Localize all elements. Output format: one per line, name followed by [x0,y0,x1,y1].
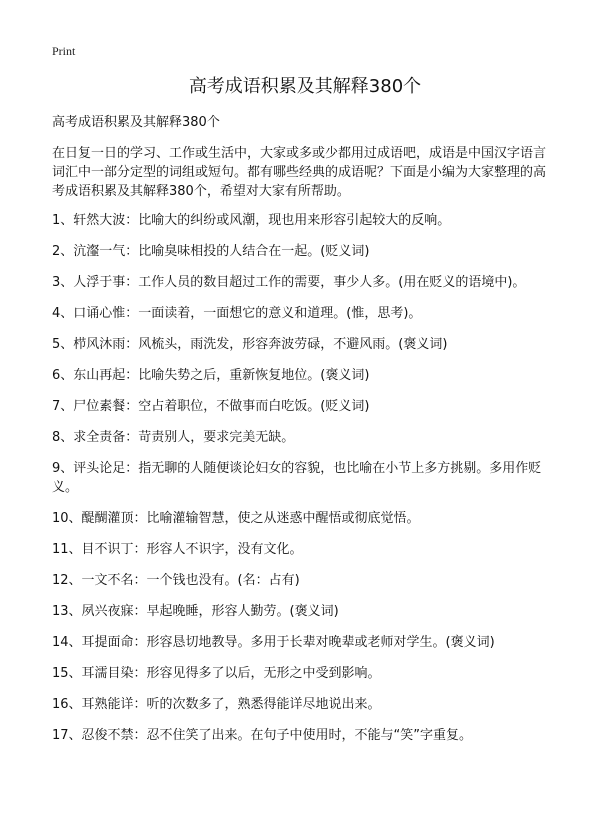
print-label: Print [52,44,76,58]
idiom-entry-5: 5、栉风沐雨：风梳头，雨洗发，形容奔波劳碌，不避风雨。(褒义词) [52,337,448,352]
idiom-entry-9: 9、评头论足：指无聊的人随便谈论妇女的容貌，也比喻在小节上多方挑剔。多用作贬义。 [52,461,542,495]
intro-paragraph: 在日复一日的学习、工作或生活中，大家或多或少都用过成语吧，成语是中国汉字语言词汇中一部分定型的词组或短句。都有哪些经典的成语呢？下面是小编为大家整理的高考成语积累及其解释380个，希望对大家有所帮助。 [52,146,547,199]
idiom-entry-12: 12、一文不名：一个钱也没有。(名：占有) [52,573,300,588]
idiom-entry-14: 14、耳提面命：形容恳切地教导。多用于长辈对晚辈或老师对学生。(褒义词) [52,635,495,650]
idiom-entry-10: 10、醍醐灌顶：比喻灌输智慧，使之从迷惑中醒悟或彻底觉悟。 [52,511,420,526]
page-title: 高考成语积累及其解释380个 [188,76,422,97]
idiom-entry-17: 17、忍俊不禁：忍不住笑了出来。在句子中使用时，不能与“笑”字重复。 [52,728,473,743]
idiom-list [52,211,552,745]
idiom-entry-13: 13、夙兴夜寐：早起晚睡，形容人勤劳。(褒义词) [52,604,339,619]
idiom-entry-8: 8、求全责备：苛责别人，要求完美无缺。 [52,430,295,445]
idiom-entry-11: 11、目不识丁：形容人不识字，没有文化。 [52,542,303,557]
idiom-entry-4: 4、口诵心惟：一面读着，一面想它的意义和道理。(惟，思考)。 [52,306,422,321]
idiom-entry-2: 2、沆瀣一气：比喻臭味相投的人结合在一起。(贬义词) [52,244,370,259]
idiom-entry-15: 15、耳濡目染：形容见得多了以后，无形之中受到影响。 [52,666,381,681]
idiom-entry-16: 16、耳熟能详：听的次数多了，熟悉得能详尽地说出来。 [52,697,381,712]
document-subtitle: 高考成语积累及其解释380个 [52,115,220,130]
idiom-entry-6: 6、东山再起：比喻失势之后，重新恢复地位。(褒义词) [52,368,370,383]
idiom-entry-3: 3、人浮于事：工作人员的数目超过工作的需要，事少人多。(用在贬义的语境中)。 [52,275,526,290]
idiom-entry-1: 1、轩然大波：比喻大的纠纷或风潮，现也用来形容引起较大的反响。 [52,213,451,228]
idiom-entry-7: 7、尸位素餐：空占着职位，不做事而白吃饭。(贬义词) [52,399,370,414]
